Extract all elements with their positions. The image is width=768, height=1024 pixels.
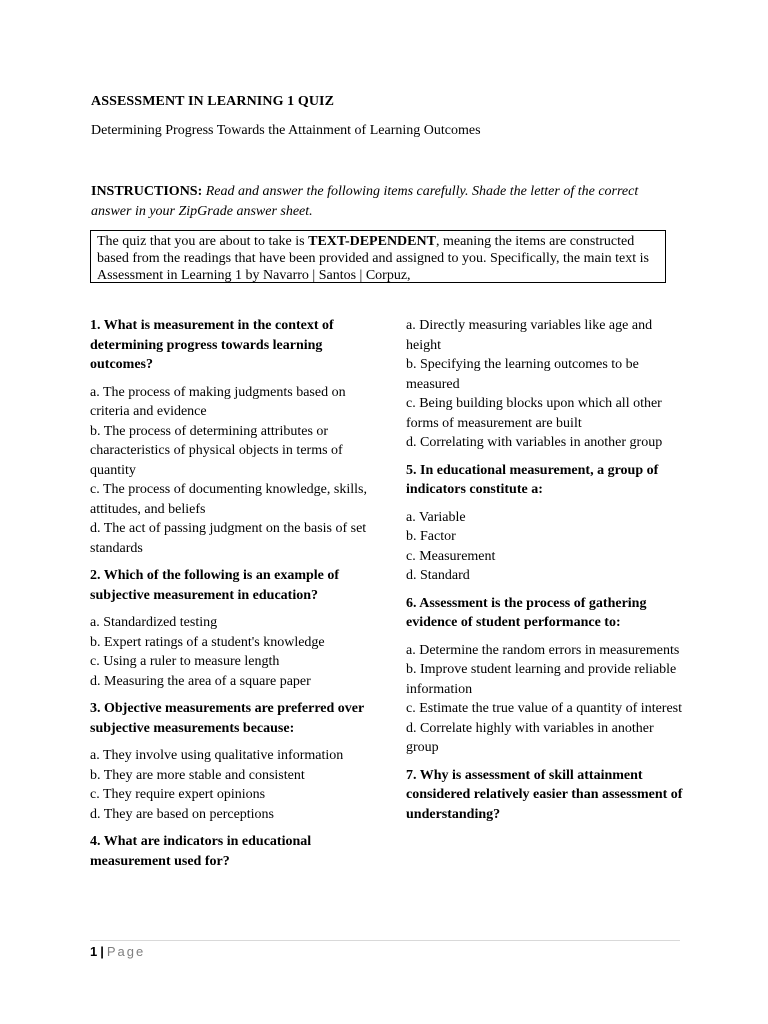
question-1-options xyxy=(90,383,368,559)
option: a. They involve using qualitative information xyxy=(90,748,344,763)
option: a. Determine the random errors in measurements xyxy=(406,642,680,658)
instructions-label: INSTRUCTIONS: xyxy=(91,184,203,199)
option: b. They are more stable and consistent xyxy=(90,767,305,783)
question-4-options xyxy=(406,316,686,453)
page-subtitle: Determining Progress Towards the Attainment of Learning Outcomes xyxy=(91,123,481,138)
page-label: Page xyxy=(106,944,146,959)
question-2-options xyxy=(90,613,368,691)
option: a. Standardized testing xyxy=(90,615,218,630)
left-column xyxy=(90,316,368,879)
option: c. Being building blocks upon which all other forms of measurement are built xyxy=(406,396,662,431)
option: c. The process of documenting knowledge, skills, attitudes, and beliefs xyxy=(90,482,367,517)
option: c. Estimate the true value of a quantity of interest xyxy=(406,701,683,716)
right-column xyxy=(406,316,686,832)
notice-emphasis: TEXT-DEPENDENT xyxy=(308,234,436,249)
page-title: ASSESSMENT IN LEARNING 1 QUIZ xyxy=(91,94,335,109)
option: d. Measuring the area of a square paper xyxy=(90,673,311,689)
option: c. Using a ruler to measure length xyxy=(90,654,280,669)
question-1: 1. What is measurement in the context of determining progress towards learning outcomes? xyxy=(90,318,334,372)
option: c. Measurement xyxy=(406,548,496,564)
question-5: 5. In educational measurement, a group of indicators constitute a: xyxy=(406,462,659,497)
notice-text-pre: The quiz that you are about to take is xyxy=(97,234,309,249)
option: d. Correlating with variables in another group xyxy=(406,435,663,450)
question-2: 2. Which of the following is an example of subjective measurement in education? xyxy=(90,568,340,603)
question-3-options xyxy=(90,746,368,824)
question-4: 4. What are indicators in educational measurement used for? xyxy=(90,834,312,869)
option: d. Standard xyxy=(406,568,470,583)
question-6: 6. Assessment is the process of gathering evidence of student performance to: xyxy=(406,595,647,630)
footer-separator: | xyxy=(100,944,104,959)
page-number: 1 xyxy=(90,944,98,959)
option: b. Expert ratings of a student's knowledge xyxy=(90,634,325,650)
notice-text-post: , meaning the items are constructed based from the readings that have been provided and assigned to you. Specifically, the main text is Assessment in Learning 1 by Navarro | Santos | Corpuz, xyxy=(97,234,649,283)
option: d. The act of passing judgment on the basis of set standards xyxy=(90,521,367,556)
option: b. Specifying the learning outcomes to be measured xyxy=(406,357,639,392)
option: a. The process of making judgments based on criteria and evidence xyxy=(90,384,346,419)
notice-box xyxy=(90,230,666,283)
option: d. Correlate highly with variables in another group xyxy=(406,720,654,755)
question-6-options xyxy=(406,641,686,758)
option: d. They are based on perceptions xyxy=(90,806,275,822)
question-3: 3. Objective measurements are preferred over subjective measurements because: xyxy=(90,701,364,736)
question-5-options xyxy=(406,508,686,586)
option: b. Improve student learning and provide reliable information xyxy=(406,662,677,697)
footer-divider xyxy=(90,940,680,941)
option: a. Directly measuring variables like age and height xyxy=(406,318,653,353)
option: c. They require expert opinions xyxy=(90,787,266,802)
page-footer xyxy=(90,944,145,959)
option: b. Factor xyxy=(406,529,456,544)
instructions-text: Read and answer the following items carefully. Shade the letter of the correct answer in your ZipGrade answer sheet. xyxy=(91,184,639,219)
question-7: 7. Why is assessment of skill attainment considered relatively easier than assessment of understanding? xyxy=(406,767,683,822)
option: b. The process of determining attributes or characteristics of physical objects in terms of quantity xyxy=(90,423,343,478)
instructions xyxy=(91,182,661,222)
option: a. Variable xyxy=(406,509,466,525)
